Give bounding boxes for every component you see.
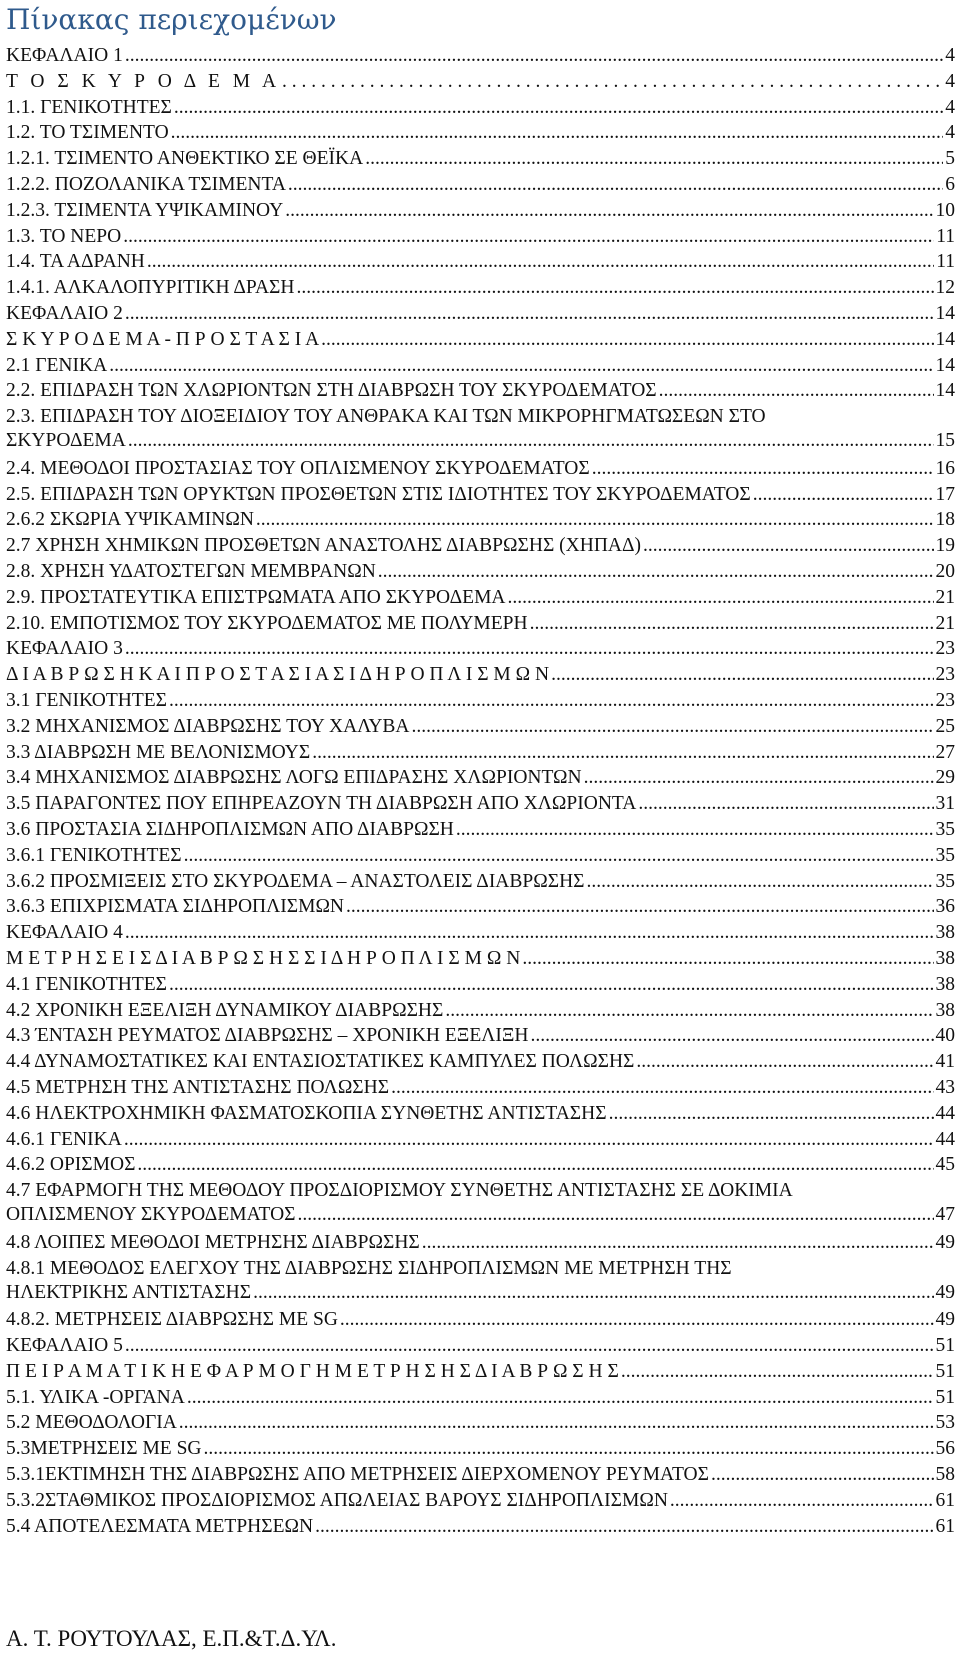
toc-page-number: 49: [935, 1231, 955, 1253]
toc-page-number: 35: [935, 870, 955, 892]
toc-entry-text: 1.2.1. ΤΣΙΜΕΝΤΟ ΑΝΘΕΚΤΙΚΟ ΣΕ ΘΕΪΚΑ: [6, 148, 364, 170]
toc-entry[interactable]: [6, 844, 955, 868]
toc-entry-text: Μ Ε Τ Ρ Η Σ Ε Ι Σ Δ Ι Α Β Ρ Ω Σ Η Σ Σ Ι Δ Η Ρ Ο Π Λ Ι Σ Μ Ω Ν: [6, 948, 521, 969]
dot-leader: [125, 44, 943, 68]
toc-entry-text: 3.3 ΔΙΑΒΡΩΣΗ ΜΕ ΒΕΛΟΝΙΣΜΟΥΣ: [6, 741, 311, 763]
toc-entry-text: 1.4.1. ΑΛΚΑΛΟΠΥΡΙΤΙΚΗ ΔΡΑΣΗ: [6, 277, 295, 299]
toc-entry[interactable]: [6, 1050, 955, 1074]
toc-page-number: 19: [935, 535, 955, 557]
dot-leader: [124, 1128, 934, 1152]
toc-entry[interactable]: [6, 715, 955, 739]
toc-page-number: 56: [935, 1438, 955, 1460]
toc-entry[interactable]: [6, 225, 955, 249]
toc-entry-text: 4.4 ΔΥΝΑΜΟΣΤΑΤΙΚΕΣ ΚΑΙ ΕΝΤΑΣΙΟΣΤΑΤΙΚΕΣ ΚΑΜΠΥΛΕΣ ΠΟΛΩΣΗΣ: [6, 1051, 635, 1073]
toc-page-number: 11: [936, 251, 955, 273]
toc-page-number: 41: [935, 1051, 955, 1073]
dot-leader: [522, 947, 933, 971]
toc-entry-text: 3.4 ΜΗΧΑΝΙΣΜΟΣ ΔΙΑΒΡΩΣΗΣ ΛΟΓΩ ΕΠΙΔΡΑΣΗΣ ΧΛΩΡΙΟΝΤΩΝ: [6, 767, 582, 789]
toc-entry[interactable]: [6, 1515, 955, 1539]
toc-entry[interactable]: [6, 328, 955, 352]
toc-entry-text: 4.8 ΛΟΙΠΕΣ ΜΕΘΟΔΟΙ ΜΕΤΡΗΣΗΣ ΔΙΑΒΡΩΣΗΣ: [6, 1231, 420, 1253]
dot-leader: [125, 302, 934, 326]
toc-entry[interactable]: [6, 70, 955, 94]
toc-page-number: 15: [935, 430, 955, 452]
toc-entry-text: 2.8. ΧΡΗΣΗ ΥΔΑΤΟΣΤΕΓΩΝ ΜΕΜΒΡΑΝΩΝ: [6, 561, 376, 582]
toc-entry[interactable]: [6, 870, 955, 894]
toc-entry-text: 2.9. ΠΡΟΣΤΑΤΕΥΤΙΚΑ ΕΠΙΣΤΡΩΜΑΤΑ ΑΠΟ ΣΚΥΡΟΔΕΜΑ: [6, 586, 506, 608]
dot-leader: [169, 973, 934, 997]
toc-page-number: 38: [935, 922, 955, 944]
toc-page-number: 12: [935, 277, 955, 299]
dot-leader: [753, 483, 934, 507]
toc-entry-text: 2.3. ΕΠΙΔΡΑΣΗ ΤΟΥ ΔΙΟΞΕΙΔΙΟΥ ΤΟΥ ΑΝΘΡΑΚΑ ΚΑΙ ΤΩΝ ΜΙΚΡΟΡΗΓΜΑΤΩΣΕΩΝ ΣΤΟ: [6, 406, 766, 428]
toc-page-number: 51: [935, 1386, 955, 1408]
toc-entry-text: ΚΕΦΑΛΑΙΟ 3: [6, 638, 123, 660]
toc-entry-text: 1.4. ΤΑ ΑΔΡΑΝΗ: [6, 251, 145, 273]
dot-leader: [531, 1024, 934, 1048]
toc-page-number: 27: [935, 741, 955, 763]
toc-entry[interactable]: [6, 379, 955, 403]
toc-entry[interactable]: [6, 534, 955, 558]
toc-entry-text: Δ Ι Α Β Ρ Ω Σ Η Κ Α Ι Π Ρ Ο Σ Τ Α Σ Ι Α Σ Ι Δ Η Ρ Ο Π Λ Ι Σ Μ Ω Ν: [6, 664, 550, 686]
toc-entry-text: 5.3.1ΕΚΤΙΜΗΣΗ ΤΗΣ ΔΙΑΒΡΩΣΗΣ ΑΠΟ ΜΕΤΡΗΣΕΙΣ ΔΙΕΡΧΟΜΕΝΟΥ ΡΕΥΜΑΤΟΣ: [6, 1464, 709, 1485]
toc-page-number: 4: [945, 70, 955, 92]
toc-entry[interactable]: [6, 1128, 955, 1152]
toc-entry[interactable]: [6, 766, 955, 790]
toc-entry[interactable]: [6, 586, 955, 610]
dot-leader: [256, 508, 934, 532]
dot-leader: [125, 921, 934, 945]
toc-entry-text: 3.1 ΓΕΝΙΚΟΤΗΤΕΣ: [6, 690, 167, 711]
dot-leader: [551, 663, 933, 687]
dot-leader: [638, 792, 933, 816]
dot-leader: [125, 1334, 934, 1358]
dot-leader: [445, 999, 933, 1023]
toc-page-number: 35: [935, 819, 955, 840]
toc-page-number: 11: [936, 225, 955, 247]
toc-entry[interactable]: [6, 741, 955, 765]
toc-page-number: 16: [935, 457, 955, 479]
toc-entry-text: 2.10. ΕΜΠΟΤΙΣΜΟΣ ΤΟΥ ΣΚΥΡΟΔΕΜΑΤΟΣ ΜΕ ΠΟΛΥΜΕΡΗ: [6, 612, 528, 634]
dot-leader: [179, 1411, 934, 1435]
toc-page-number: 23: [935, 664, 955, 686]
toc-entry-text: 5.4 ΑΠΟΤΕΛΕΣΜΑΤΑ ΜΕΤΡΗΣΕΩΝ: [6, 1515, 314, 1537]
toc-entry-text: 4.8.2. ΜΕΤΡΗΣΕΙΣ ΔΙΑΒΡΩΣΗΣ ΜΕ SG: [6, 1309, 338, 1331]
toc-page-number: 25: [935, 715, 955, 737]
toc-page-number: 53: [935, 1412, 955, 1434]
toc-entry-text: 3.2 ΜΗΧΑΝΙΣΜΟΣ ΔΙΑΒΡΩΣΗΣ ΤΟΥ ΧΑΛΥΒΑ: [6, 715, 410, 737]
toc-page-number: 14: [935, 354, 955, 376]
toc-entry[interactable]: [6, 354, 955, 378]
dot-leader: [147, 250, 934, 274]
dot-leader: [315, 1515, 933, 1539]
toc-page-number: 38: [935, 973, 955, 995]
toc-entry-text: 5.2 ΜΕΘΟΔΟΛΟΓΙΑ: [6, 1412, 177, 1434]
dot-leader: [169, 689, 934, 713]
dot-leader: [288, 173, 943, 197]
toc-entry-text: 1.3. ΤΟ ΝΕΡΟ: [6, 225, 122, 247]
toc-page-number: 17: [935, 483, 955, 505]
toc-entry-text-continued: ΗΛΕΚΤΡΙΚΗΣ ΑΝΤΙΣΤΑΣΗΣ: [6, 1281, 252, 1303]
dot-leader: [184, 844, 934, 868]
toc-entry[interactable]: [6, 921, 955, 945]
toc-entry[interactable]: [6, 663, 955, 687]
toc-entry-text-continued: ΣΚΥΡΟΔΕΜΑ: [6, 430, 126, 452]
toc-entry[interactable]: [6, 1153, 955, 1177]
toc-entry-text: 5.3.2ΣΤΑΘΜΙΚΟΣ ΠΡΟΣΔΙΟΡΙΣΜΟΣ ΑΠΩΛΕΙΑΣ ΒΑΡΟΥΣ ΣΙΔΗΡΟΠΛΙΣΜΩΝ: [6, 1489, 668, 1511]
dot-leader: [109, 354, 933, 378]
toc-entry[interactable]: [6, 302, 955, 326]
dot-leader: [282, 70, 943, 94]
dot-leader: [584, 766, 934, 790]
toc-entry-text: 1.2.3. ΤΣΙΜΕΝΤΑ ΥΨΙΚΑΜΙΝΟΥ: [6, 199, 284, 221]
dot-leader: [285, 199, 933, 223]
dot-leader: [636, 1050, 933, 1074]
toc-entry[interactable]: [6, 1231, 955, 1255]
toc-entry-text: 3.6.2 ΠΡΟΣΜΙΞΕΙΣ ΣΤΟ ΣΚΥΡΟΔΕΜΑ – ΑΝΑΣΤΟΛΕΙΣ ΔΙΑΒΡΩΣΗΣ: [6, 870, 585, 892]
dot-leader: [125, 637, 934, 661]
toc-entry[interactable]: [6, 1437, 955, 1461]
toc-entry[interactable]: [6, 1386, 955, 1410]
toc-entry[interactable]: [6, 1463, 955, 1487]
toc-entry-text: 4.6 ΗΛΕΚΤΡΟΧΗΜΙΚΗ ΦΑΣΜΑΤΟΣΚΟΠΙΑ ΣΥΝΘΕΤΗΣ ΑΝΤΙΣΤΑΣΗΣ: [6, 1102, 607, 1124]
toc-entry[interactable]: [6, 1334, 955, 1358]
dot-leader: [412, 715, 934, 739]
toc-entry-text: ΚΕΦΑΛΑΙΟ 2: [6, 303, 123, 324]
toc-page-number: 10: [935, 199, 955, 221]
dot-leader: [609, 1102, 934, 1126]
dot-leader: [296, 276, 933, 300]
toc-entry[interactable]: [6, 1257, 955, 1305]
toc-page-number: 61: [935, 1489, 955, 1511]
dot-leader: [346, 895, 933, 919]
dot-leader: [508, 586, 934, 610]
toc-page-number: 40: [935, 1025, 955, 1047]
toc-page-number: 61: [935, 1515, 955, 1537]
toc-entry[interactable]: [6, 250, 955, 274]
toc-entry-text: 2.5. ΕΠΙΔΡΑΣΗ ΤΩΝ ΟΡΥΚΤΩΝ ΠΡΟΣΘΕΤΩΝ ΣΤΙΣ ΙΔΙΟΤΗΤΕΣ ΤΟΥ ΣΚΥΡΟΔΕΜΑΤΟΣ: [6, 483, 751, 505]
toc-page-number: 4: [945, 122, 955, 144]
toc-entry-text: 4.7 ΕΦΑΡΜΟΓΗ ΤΗΣ ΜΕΘΟΔΟΥ ΠΡΟΣΔΙΟΡΙΣΜΟΥ ΣΥΝΘΕΤΗΣ ΑΝΤΙΣΤΑΣΗΣ ΣΕ ΔΟΚΙΜΙΑ: [6, 1180, 793, 1202]
toc-page-number: 4: [945, 45, 955, 66]
dot-leader: [670, 1489, 934, 1513]
dot-leader: [711, 1463, 934, 1487]
toc-entry-text-continued: ΟΠΛΙΣΜΕΝΟΥ ΣΚΥΡΟΔΕΜΑΤΟΣ: [6, 1204, 296, 1226]
toc-entry[interactable]: [6, 173, 955, 197]
toc-entry-text: ΚΕΦΑΛΑΙΟ 5: [6, 1335, 123, 1356]
dot-leader: [365, 147, 943, 171]
toc-entry-text: 4.2 ΧΡΟΝΙΚΗ ΕΞΕΛΙΞΗ ΔΥΝΑΜΙΚΟΥ ΔΙΑΒΡΩΣΗΣ: [6, 999, 444, 1021]
toc-entry-text: 3.5 ΠΑΡΑΓΟΝΤΕΣ ΠΟΥ ΕΠΗΡΕΑΖΟΥΝ ΤΗ ΔΙΑΒΡΩΣΗ ΑΠΟ ΧΛΩΡΙΟΝΤΑ: [6, 793, 637, 815]
toc-page-number: 4: [945, 96, 955, 118]
toc-entry-text: ΚΕΦΑΛΑΙΟ 4: [6, 922, 123, 944]
toc-entry-text: 3.6.1 ΓΕΝΙΚΟΤΗΤΕΣ: [6, 844, 182, 866]
toc-page-number: 51: [935, 1335, 955, 1356]
toc-page-number: 14: [935, 303, 955, 324]
toc-page-number: 44: [935, 1128, 955, 1150]
toc-entry-text: 3.6 ΠΡΟΣΤΑΣΙΑ ΣΙΔΗΡΟΠΛΙΣΜΩΝ ΑΠΟ ΔΙΑΒΡΩΣΗ: [6, 819, 454, 840]
toc-entry[interactable]: [6, 1308, 955, 1332]
toc-entry-text: 1.2. ΤΟ ΤΣΙΜΕΝΤΟ: [6, 122, 169, 144]
dot-leader: [123, 225, 934, 249]
toc-entry[interactable]: [6, 818, 955, 842]
dot-leader: [422, 1231, 934, 1255]
toc-entry-text: 4.8.1 ΜΕΘΟΔΟΣ ΕΛΕΓΧΟΥ ΤΗΣ ΔΙΑΒΡΩΣΗΣ ΣΙΔΗΡΟΠΛΙΣΜΩΝ ΜΕ ΜΕΤΡΗΣΗ ΤΗΣ: [6, 1257, 732, 1279]
toc-entry-text: 2.7 ΧΡΗΣΗ ΧΗΜΙΚΩΝ ΠΡΟΣΘΕΤΩΝ ΑΝΑΣΤΟΛΗΣ ΔΙΑΒΡΩΣΗΣ (ΧΗΠΑΔ): [6, 535, 642, 557]
dot-leader: [456, 818, 934, 842]
toc-entry[interactable]: [6, 895, 955, 919]
dot-leader: [321, 328, 933, 352]
toc-entry-text: 4.1 ΓΕΝΙΚΟΤΗΤΕΣ: [6, 973, 167, 995]
toc-page-number: 5: [945, 148, 955, 170]
dot-leader: [253, 1281, 933, 1305]
toc-entry[interactable]: [6, 1102, 955, 1126]
toc-entry[interactable]: [6, 508, 955, 532]
dot-leader: [340, 1308, 934, 1332]
toc-entry[interactable]: [6, 792, 955, 816]
toc-entry[interactable]: [6, 947, 955, 971]
toc-page-number: 21: [935, 612, 955, 634]
toc-page-number: 14: [935, 328, 955, 350]
dot-leader: [204, 1437, 934, 1461]
toc-entry[interactable]: [6, 1360, 955, 1384]
toc-entry[interactable]: [6, 276, 955, 300]
toc-entry-text: ΚΕΦΑΛΑΙΟ 1: [6, 45, 123, 66]
toc-entry-text: Τ Ο Σ Κ Υ Ρ Ο Δ Ε Μ Α: [6, 70, 281, 92]
toc-page-number: 20: [935, 561, 955, 582]
dot-leader: [592, 457, 934, 481]
dot-leader: [530, 612, 934, 636]
toc-entry[interactable]: [6, 483, 955, 507]
toc-entry[interactable]: [6, 96, 955, 120]
toc-entry[interactable]: [6, 999, 955, 1023]
toc-entry[interactable]: [6, 1076, 955, 1100]
toc-entry[interactable]: [6, 973, 955, 997]
dot-leader: [391, 1076, 933, 1100]
toc-entry-text: Σ Κ Υ Ρ Ο Δ Ε Μ Α - Π Ρ Ο Σ Τ Α Σ Ι Α: [6, 328, 320, 350]
toc-entry[interactable]: [6, 199, 955, 223]
dot-leader: [298, 1203, 934, 1227]
author-footer: Α. Τ. ΡΟΥΤΟΥΛΑΣ, Ε.Π.&Τ.Δ.ΥΛ.: [6, 1626, 337, 1651]
dot-leader: [587, 870, 934, 894]
toc-entry-text: 1.1. ΓΕΝΙΚΟΤΗΤΕΣ: [6, 96, 172, 118]
toc-page-number: 38: [935, 999, 955, 1021]
toc-page-number: 47: [935, 1204, 955, 1226]
toc-entry[interactable]: [6, 612, 955, 636]
toc-entry[interactable]: [6, 1411, 955, 1435]
toc-entry[interactable]: [6, 147, 955, 171]
toc-page-number: 51: [935, 1360, 955, 1382]
toc-entry-text: 3.6.3 ΕΠΙΧΡΙΣΜΑΤΑ ΣΙΔΗΡΟΠΛΙΣΜΩΝ: [6, 896, 345, 918]
toc-page-number: 35: [935, 844, 955, 866]
toc-page-number: 14: [935, 380, 955, 402]
dot-leader: [171, 121, 944, 145]
toc-entry[interactable]: [6, 637, 955, 661]
toc-page-number: 36: [935, 896, 955, 918]
toc-entry-text: 4.5 ΜΕΤΡΗΣΗ ΤΗΣ ΑΝΤΙΣΤΑΣΗΣ ΠΟΛΩΣΗΣ: [6, 1077, 390, 1098]
dot-leader: [174, 96, 943, 120]
toc-entry-text: 4.6.2 ΟΡΙΣΜΟΣ: [6, 1154, 136, 1176]
toc-entry-text: 2.4. ΜΕΘΟΔΟΙ ΠΡΟΣΤΑΣΙΑΣ ΤΟΥ ΟΠΛΙΣΜΕΝΟΥ ΣΚΥΡΟΔΕΜΑΤΟΣ: [6, 457, 590, 479]
toc-page-number: 49: [935, 1309, 955, 1331]
toc-entry-text: 1.2.2. ΠΟΖΟΛΑΝΙΚΑ ΤΣΙΜΕΝΤΑ: [6, 174, 286, 195]
toc-entry-text: 2.6.2 ΣΚΩΡΙΑ ΥΨΙΚΑΜΙΝΩΝ: [6, 509, 254, 531]
toc-page-number: 18: [935, 509, 955, 531]
toc-page-number: 29: [935, 767, 955, 789]
toc-entry[interactable]: [6, 405, 955, 453]
toc-page-number: 31: [935, 793, 955, 815]
toc-page-number: 44: [935, 1102, 955, 1124]
toc-page-number: 45: [935, 1154, 955, 1176]
toc-page-number: 23: [935, 638, 955, 660]
dot-leader: [187, 1386, 934, 1410]
toc-page-number: 58: [935, 1464, 955, 1485]
toc-page-number: 38: [935, 948, 955, 969]
toc-page-number: 6: [945, 174, 955, 195]
toc-entry[interactable]: [6, 1024, 955, 1048]
dot-leader: [312, 741, 933, 765]
toc-entry[interactable]: [6, 457, 955, 481]
dot-leader: [137, 1153, 933, 1177]
dot-leader: [659, 379, 934, 403]
dot-leader: [378, 560, 934, 584]
toc-page-number: 49: [935, 1281, 955, 1303]
toc-entry[interactable]: [6, 1489, 955, 1513]
toc-entry-text: 4.3 ΈΝΤΑΣΗ ΡΕΥΜΑΤΟΣ ΔΙΑΒΡΩΣΗΣ – ΧΡΟΝΙΚΗ ΕΞΕΛΙΞΗ: [6, 1025, 529, 1047]
toc-entry-text: Π Ε Ι Ρ Α Μ Α Τ Ι Κ Η Ε Φ Α Ρ Μ Ο Γ Η Μ Ε Τ Ρ Η Σ Η Σ Δ Ι Α Β Ρ Ω Σ Η Σ: [6, 1360, 619, 1382]
toc-page-number: 43: [935, 1077, 955, 1098]
toc-page-number: 23: [935, 690, 955, 711]
toc-page-number: 21: [935, 586, 955, 608]
toc-entry-text: 4.6.1 ΓΕΝΙΚΑ: [6, 1128, 122, 1150]
toc-entry-text: 2.1 ΓΕΝΙΚΑ: [6, 354, 108, 376]
dot-leader: [621, 1360, 934, 1384]
toc-entry[interactable]: [6, 121, 955, 145]
toc-entry[interactable]: [6, 1179, 955, 1227]
toc-entry[interactable]: [6, 560, 955, 584]
toc-entry-text: 5.1. ΥΛΙΚΑ -ΟΡΓΑΝΑ: [6, 1386, 185, 1408]
dot-leader: [128, 429, 934, 453]
toc-title: Πίνακας περιεχομένων: [6, 3, 337, 36]
toc-entry[interactable]: [6, 689, 955, 713]
toc-entry[interactable]: [6, 44, 955, 68]
toc-entry-text: 5.3ΜΕΤΡΗΣΕΙΣ ΜΕ SG: [6, 1438, 202, 1460]
dot-leader: [643, 534, 933, 558]
toc-entry-text: 2.2. ΕΠΙΔΡΑΣΗ ΤΩΝ ΧΛΩΡΙΟΝΤΩΝ ΣΤΗ ΔΙΑΒΡΩΣΗ ΤΟΥ ΣΚΥΡΟΔΕΜΑΤΟΣ: [6, 380, 657, 402]
